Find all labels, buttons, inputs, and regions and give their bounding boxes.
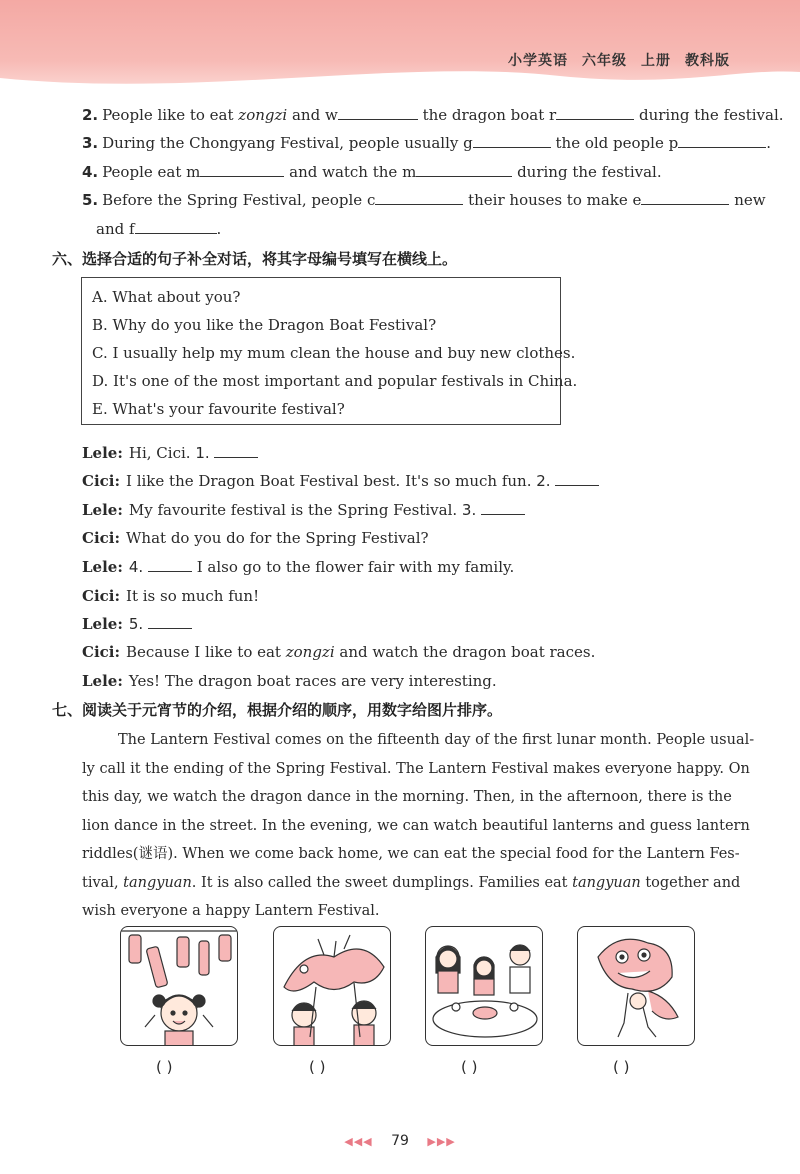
dialogue-blank-1[interactable] <box>214 443 258 458</box>
dialogue-blank-5[interactable] <box>148 614 192 629</box>
picture-lanterns-girl <box>120 926 238 1046</box>
edition-label: 教科版 <box>685 53 730 69</box>
grade-label: 六年级 <box>582 53 627 69</box>
book-info <box>494 50 730 70</box>
passage-line: riddles(谜语). When we come back home, we can eat the special food for the Lantern Fes- <box>82 846 740 862</box>
exercise-item-5: 5. Before the Spring Festival, people c their houses to make e new <box>82 191 766 209</box>
exercise-item-2: 2. People like to eat zongzi and w the dragon boat r during the festival. <box>82 106 784 124</box>
subject-label: 小学英语 <box>508 53 568 69</box>
answer-blank[interactable] <box>375 190 463 205</box>
answer-paren-1[interactable]: ( ) <box>156 1058 173 1076</box>
answer-blank[interactable] <box>641 190 729 205</box>
exercise-item-5-continued: and f . <box>96 220 222 238</box>
options-box <box>81 277 578 425</box>
dialogue-line-3: Lele: My favourite festival is the Spring Festival. 3. <box>82 500 525 520</box>
lion-dance-illustration <box>578 927 695 1046</box>
dialogue-line-5: Lele: 4. I also go to the flower fair with my family. <box>82 558 515 576</box>
passage-line: tival, tangyuan. It is also called the sweet dumplings. Families eat tangyuan together and <box>82 874 741 891</box>
dragon-dance-illustration <box>274 927 391 1046</box>
picture-family-eating-tangyuan <box>425 926 543 1046</box>
lanterns-girl-illustration <box>121 927 238 1046</box>
picture-dragon-dance <box>273 926 391 1046</box>
dialogue-line-1: Lele: Hi, Cici. 1. <box>82 443 258 463</box>
picture-lion-dance <box>577 926 695 1046</box>
passage-line: ly call it the ending of the Spring Festival. The Lantern Festival makes everyone happy. On <box>82 760 750 777</box>
answer-paren-2[interactable]: ( ) <box>309 1058 326 1076</box>
left-arrows-icon: ◀◀◀ <box>344 1135 373 1148</box>
passage-line: lion dance in the street. In the evening, we can watch beautiful lanterns and guess lantern <box>82 817 750 834</box>
exercise-item-4: 4. People eat m and watch the m during the festival. <box>82 163 662 181</box>
dialogue-blank-4[interactable] <box>148 557 192 572</box>
volume-label: 上册 <box>641 53 671 69</box>
dialogue-blank-2[interactable] <box>555 471 599 486</box>
exercise-item-3: 3. During the Chongyang Festival, people usually g the old people p . <box>82 134 771 152</box>
answer-blank[interactable] <box>135 219 217 234</box>
passage-line: this day, we watch the dragon dance in the morning. Then, in the afternoon, there is the <box>82 789 732 805</box>
answer-paren-3[interactable]: ( ) <box>461 1058 478 1076</box>
answer-blank[interactable] <box>338 105 418 120</box>
dialogue-line-6: Cici: It is so much fun! <box>82 587 260 605</box>
dialogue-line-2: Cici: I like the Dragon Boat Festival best. It's so much fun. 2. <box>82 471 599 491</box>
family-eating-tangyuan-illustration <box>426 927 543 1046</box>
answer-blank[interactable] <box>556 105 634 120</box>
dialogue-line-9: Lele: Yes! The dragon boat races are very interesting. <box>82 672 497 690</box>
dialogue-line-4: Cici: What do you do for the Spring Festival? <box>82 529 429 547</box>
answer-blank[interactable] <box>200 162 284 177</box>
passage-line: wish everyone a happy Lantern Festival. <box>82 903 380 919</box>
section-7-title: 七、阅读关于元宵节的介绍，根据介绍的顺序，用数字给图片排序。 <box>52 701 503 719</box>
option-c: C. I usually help my mum clean the house and buy new clothes. <box>92 344 576 362</box>
dialogue-blank-3[interactable] <box>481 500 525 515</box>
answer-paren-4[interactable]: ( ) <box>613 1058 630 1076</box>
option-e: E. What's your favourite festival? <box>92 400 345 418</box>
answer-blank[interactable] <box>473 133 551 148</box>
answer-blank[interactable] <box>416 162 512 177</box>
dialogue-line-7: Lele: 5. <box>82 614 192 634</box>
passage-line: The Lantern Festival comes on the fifteenth day of the first lunar month. People usual- <box>118 732 755 748</box>
option-d: D. It's one of the most important and popular festivals in China. <box>92 372 578 390</box>
reading-passage <box>82 726 755 926</box>
dialogue-line-8: Cici: Because I like to eat zongzi and watch the dragon boat races. <box>82 643 596 661</box>
page-number: 79 <box>391 1133 409 1149</box>
option-a: A. What about you? <box>92 288 241 306</box>
option-b: B. Why do you like the Dragon Boat Festival? <box>92 316 437 334</box>
right-arrows-icon: ▶▶▶ <box>427 1135 456 1148</box>
page-footer <box>0 1133 800 1149</box>
section-6-title: 六、选择合适的句子补全对话，将其字母编号填写在横线上。 <box>52 250 458 268</box>
answer-blank[interactable] <box>678 133 766 148</box>
